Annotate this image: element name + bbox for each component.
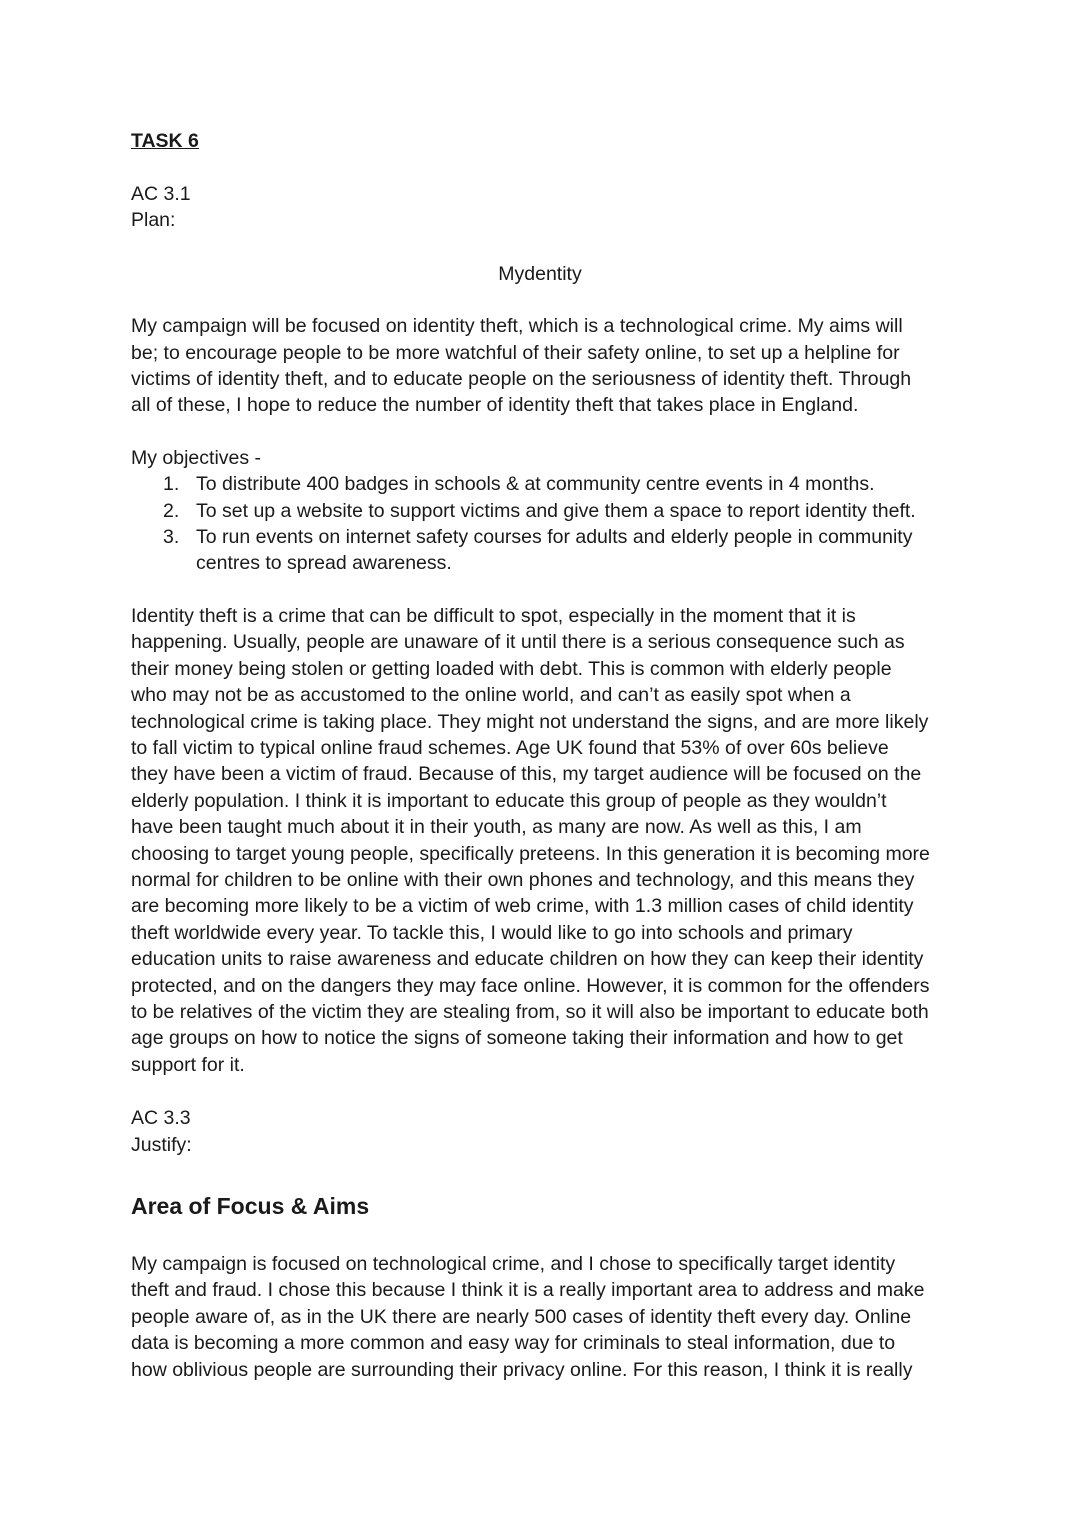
objective-number: 3.	[163, 526, 180, 549]
objective-number: 2.	[163, 499, 180, 522]
text-line: normal for children to be online with their own phones and technology, and this means they	[131, 868, 915, 891]
ac-code: AC 3.3	[131, 1107, 191, 1130]
text-line: victims of identity theft, and to educate people on the seriousness of identity theft. Through	[131, 368, 912, 391]
text-line: who may not be as accustomed to the online world, and can’t as easily spot when a	[131, 684, 851, 707]
objective-text: centres to spread awareness.	[196, 552, 452, 575]
objective-item	[163, 471, 961, 497]
ac-3-1-block	[131, 181, 961, 234]
text-line: people aware of, as in the UK there are nearly 500 cases of identity theft every day. Online	[131, 1305, 912, 1328]
ac-label: Justify:	[131, 1133, 192, 1156]
ac-label: Plan:	[131, 209, 176, 232]
text-line: happening. Usually, people are unaware of it until there is a serious consequence such as	[131, 631, 905, 654]
objective-item	[163, 524, 961, 577]
text-line: Identity theft is a crime that can be difficult to spot, especially in the moment that it is	[131, 604, 856, 627]
text-line: to be relatives of the victim they are stealing from, so it will also be important to educate both	[131, 1000, 929, 1023]
campaign-name: Mydentity	[498, 262, 582, 285]
text-line: My campaign will be focused on identity theft, which is a technological crime. My aims will	[131, 315, 903, 338]
text-line: be; to encourage people to be more watchful of their safety online, to set up a helpline for	[131, 341, 900, 364]
text-line: are becoming more likely to be a victim of web crime, with 1.3 million cases of child identity	[131, 895, 914, 918]
text-line: choosing to target young people, specifically preteens. In this generation it is becoming more	[131, 842, 930, 865]
objectives-list	[131, 471, 961, 577]
task-title: TASK 6	[131, 130, 199, 152]
text-line: data is becoming a more common and easy way for criminals to steal information, due to	[131, 1332, 896, 1355]
text-line: how oblivious people are surrounding their privacy online. For this reason, I think it is really	[131, 1358, 913, 1381]
text-line: technological crime is taking place. They might not understand the signs, and are more likely	[131, 710, 929, 733]
ac-3-3-block	[131, 1105, 961, 1158]
text-line: theft and fraud. I chose this because I think it is a really important area to address and make	[131, 1279, 925, 1302]
objective-text: To distribute 400 badges in schools & at community centre events in 4 months.	[196, 473, 875, 496]
text-line: to fall victim to typical online fraud schemes. Age UK found that 53% of over 60s believe	[131, 736, 889, 759]
text-line: their money being stolen or getting loaded with debt. This is common with elderly people	[131, 657, 892, 680]
text-line: age groups on how to notice the signs of someone taking their information and how to get	[131, 1027, 903, 1050]
text-line: elderly population. I think it is important to educate this group of people as they wouldn’t	[131, 789, 887, 812]
text-line: theft worldwide every year. To tackle this, I would like to go into schools and primary	[131, 921, 853, 944]
objective-text: To set up a website to support victims and give them a space to report identity theft.	[196, 499, 916, 522]
objectives-heading: My objectives -	[131, 446, 262, 469]
text-line: they have been a victim of fraud. Because of this, my target audience will be focused on the	[131, 763, 922, 786]
text-line: have been taught much about it in their youth, as many are now. As well as this, I am	[131, 816, 862, 839]
objective-item	[163, 498, 961, 524]
focus-paragraph	[131, 1251, 961, 1383]
intro-paragraph	[131, 313, 961, 419]
section-heading: Area of Focus & Aims	[131, 1193, 370, 1219]
objective-text: To run events on internet safety courses for adults and elderly people in community	[196, 526, 913, 549]
text-line: protected, and on the dangers they may face online. However, it is common for the offenders	[131, 974, 930, 997]
text-line: My campaign is focused on technological crime, and I chose to specifically target identity	[131, 1253, 896, 1275]
text-line: support for it.	[131, 1053, 245, 1076]
audience-paragraph	[131, 603, 961, 1078]
ac-code: AC 3.1	[131, 183, 191, 205]
text-line: all of these, I hope to reduce the number of identity theft that takes place in England.	[131, 394, 859, 417]
text-line: education units to raise awareness and educate children on how they can keep their identity	[131, 948, 924, 971]
objective-number: 1.	[163, 473, 180, 496]
document-page	[131, 128, 961, 1383]
